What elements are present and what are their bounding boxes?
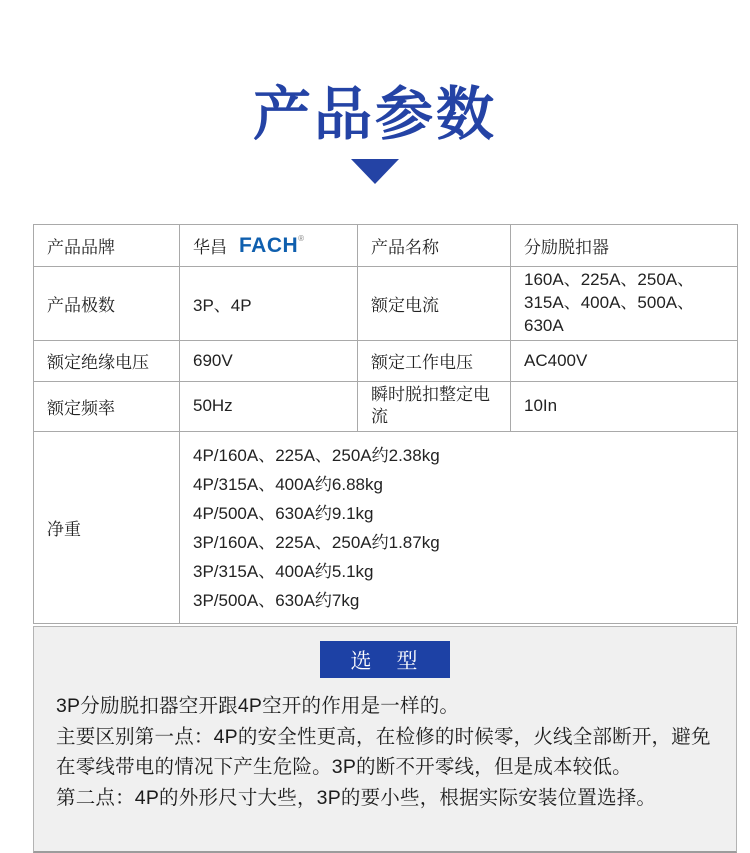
spec-label-brand: 产品品牌 xyxy=(34,224,180,266)
selection-line: 3P分励脱扣器空开跟4P空开的作用是一样的。 xyxy=(56,695,460,718)
page-title: 产品参数 xyxy=(252,82,497,147)
spec-label-net-weight: 净重 xyxy=(34,432,180,624)
table-row xyxy=(34,340,738,381)
registered-mark-icon: ® xyxy=(298,233,305,243)
selection-panel xyxy=(33,626,737,853)
spec-label-rated-current: 额定电流 xyxy=(358,266,511,340)
weight-line: 3P/160A、225A、250A约1.87kg xyxy=(193,532,440,552)
down-triangle-icon xyxy=(351,159,399,184)
weight-line: 4P/315A、400A约6.88kg xyxy=(193,474,383,494)
spec-value-working-voltage: AC400V xyxy=(511,340,738,381)
spec-label-poles: 产品极数 xyxy=(34,266,180,340)
table-row xyxy=(34,381,738,432)
spec-label-frequency: 额定频率 xyxy=(34,381,180,432)
selection-line: 主要区别第一点：4P的安全性更高，在检修的时候零，火线全部断开，避免 xyxy=(56,725,711,748)
spec-value-frequency: 50Hz xyxy=(180,381,358,432)
selection-badge: 选 型 xyxy=(320,641,450,678)
selection-line: 第二点：4P的外形尺寸大些，3P的要小些，根据实际安装位置选择。 xyxy=(56,786,657,809)
spec-label-working-voltage: 额定工作电压 xyxy=(358,340,511,381)
spec-label-insulation-voltage: 额定绝缘电压 xyxy=(34,340,180,381)
spec-label-instant-trip-current: 瞬时脱扣整定电流 xyxy=(358,381,511,432)
table-row xyxy=(34,224,738,266)
table-row xyxy=(34,432,738,624)
selection-line: 在零线带电的情况下产生危险。3P的断不开零线，但是成本较低。 xyxy=(56,756,632,779)
page-header xyxy=(0,0,750,184)
spec-label-product-name: 产品名称 xyxy=(358,224,511,266)
weight-line: 4P/500A、630A约9.1kg xyxy=(193,503,374,523)
spec-table xyxy=(33,224,738,625)
weight-line: 3P/315A、400A约5.1kg xyxy=(193,561,374,581)
spec-value-insulation-voltage: 690V xyxy=(180,340,358,381)
table-row xyxy=(34,266,738,340)
spec-value-poles: 3P、4P xyxy=(180,266,358,340)
spec-value-product-name: 分励脱扣器 xyxy=(511,224,738,266)
spec-value-brand xyxy=(180,224,358,266)
selection-text xyxy=(56,691,736,813)
spec-value-net-weight xyxy=(180,432,738,624)
spec-value-rated-current: 160A、225A、250A、315A、400A、500A、630A xyxy=(511,266,738,340)
brand-name-cn: 华昌 xyxy=(193,237,227,257)
spec-value-instant-trip-current: 10In xyxy=(511,381,738,432)
weight-line: 4P/160A、225A、250A约2.38kg xyxy=(193,445,440,465)
brand-logo: FACH® xyxy=(239,233,305,257)
weight-line: 3P/500A、630A约7kg xyxy=(193,590,360,610)
